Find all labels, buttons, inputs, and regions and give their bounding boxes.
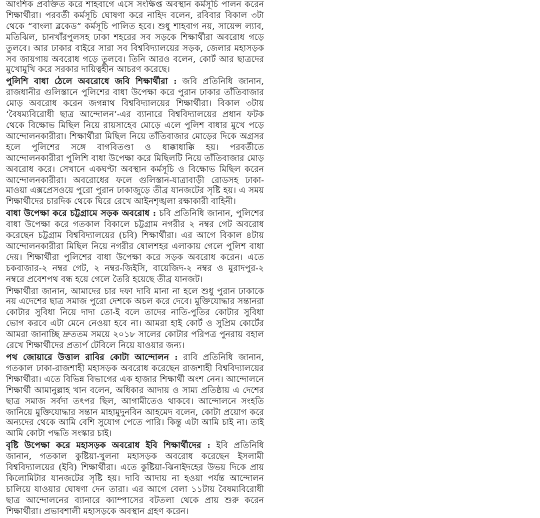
paragraph-lead: বাধা উপেক্ষা করে চট্টগ্রামে সড়ক অবরোধ : (6, 209, 157, 220)
paragraph-body: আংশিক প্রবক্তিত করে শাহবাগে এসে সংক্ষিপ্ত অবস্থান কর্মসূচি পালন করেন শিক্ষার্থীরা। পরবর্তী কর্মসূচি ঘোষণা করে নাহিদ বলেন, রবিবার বিকাল ৩টা থেকে “বাংলা ব্লকেড” কর্মসূচি পালিত হবে। শুধু শাহবাগ নয়, সায়েন্স ল্যাব, মতিঝিল, চানখাঁরপুলসহ ঢাকা শহরের সব সড়কে শিক্ষার্থীরা অবরোধ গড়ে তুলবে। আর ঢাকার বাইরে সারা সব বিশ্ববিদ্যালয়ের সড়ক, জেলার মহাসড়ক সব জায়গায় অবরোধ গড়ে তুলবে। তিনি আরও বলেন, কোর্ট আর ছাত্রদের মুখোমুখি করে সরকার দায়িত্বহীন আচরণ করেছে। (6, 0, 264, 76)
paragraph-body: রাবি প্রতিনিধি জানান, গতকাল ঢাকা-রাজশাহী মহাসড়ক অবরোধ করেছেন রাজশাহী বিশ্ববিদ্যালয়ের শিক্ষার্থীরা। এতে বিভিন্ন বিভাগের এক হাজার শিক্ষার্থী অংশ নেন। আন্দোলনে শিক্ষার্থী আমানুল্লাহ খান বলেন, অধিকার আদায় ও সাম্য প্রতিষ্ঠায় এ দেশের ছাত্র সমাজ সর্বদা তৎপর ছিল, আগামীতেও থাকবে। আন্দোলনে সংহতি জানিয়ে মুক্তিযোদ্ধার সন্তান মাহামুদুনবিন আহমেদ বলেন, কোটা প্রয়োগ করে অন্যদের থেকে আমি বেশি সুযোগ পেতে পারি। কিন্তু এটা আমি চাই না। তাই আমি কোটা পদ্ধতি সংস্কার চাই। (6, 353, 264, 440)
paragraph-body: শিক্ষার্থীরা জানান, আমাদের চার দফা দাবি মানা না হলে শুধু পুরান ঢাকাকে নয় এদেশের ছাত্র সমাজ পুরো দেশকে অচল করে দেবে। মুক্তিযোদ্ধার সন্তানরা কোটার সুবিধা নিয়ে দাদা তো-ই বলে তাদের নাতি-পুতির কোটার সুবিধা ভোগ করবে এটা মেনে নেওয়া হবে না। আমরা হাই কোর্ট ও সুপ্রিম কোর্টের আমরা জানাচ্ছি দ্রুততম সময়ে ২০১৮ সালের কোটার পরিপত্র পুনরায় বহাল রেখে শিক্ষার্থীদের প্রত্যর্প টেবিলে নিয়ে যাওয়ার জন্য। (6, 286, 264, 352)
paragraph-body: চবি প্রতিনিধি জানান, পুলিশের বাধা উপেক্ষা করে গতকাল বিকালে চট্টগ্রাম নগরীর ২ নম্বর গেট অবরোধ করেছেন চট্টগ্রাম বিশ্ববিদ্যালয়ের (চবি) শিক্ষার্থীরা। এর আগে বিকাল ৪টায় আন্দোলনকারীরা মিছিল নিয়ে নগরীর ষোলশহর এলাকায় গেলে পুলিশ বাধা দেয়। শিক্ষার্থীরা পুলিশের বাধা উপেক্ষা করে সড়ক অবরোধ করেন। এতে চকবাজার-২ নম্বর গেট, ২ নম্বর-জিইসি, বায়েজিদ-২ নম্বর ও মুরাদপুর-২ নম্বরে প্রবেশপথ বন্ধ হয়ে গেলে তৈরি হয়েছে তীব্র যানজট। (6, 209, 264, 285)
paragraph-jagannath (6, 77, 264, 208)
paragraph-lead: পথ জোয়ারে উত্তাল রাবির কোটা আন্দোলন : (6, 353, 178, 363)
article-column (6, 0, 264, 517)
paragraph-islamic-university (6, 441, 264, 517)
paragraph-students-demand (6, 287, 264, 352)
paragraph-lead: পুলিশি বাধা ঠেলে অবরোধে জবি শিক্ষার্থীরা : (6, 77, 177, 88)
paragraph-rajshahi (6, 353, 264, 440)
paragraph-body: জবি প্রতিনিধি জানান, রাজধানীর গুলিস্তানে পুলিশের বাধা উপেক্ষা করে পুরান ঢাকার তাঁতিবাজার মোড় অবরোধ করেন জগন্নাথ বিশ্ববিদ্যালয়ের শিক্ষার্থীরা। বিকাল ৩টায় ‘বৈষম্যবিরোধী ছাত্র আন্দোলন’-এর ব্যানারে বিশ্ববিদ্যালয়ের প্রধান ফটক থেকে বিক্ষোভ মিছিল নিয়ে রায়সাহেব মোড়ে এলে পুলিশ বাধার মুখে পড়ে আন্দোলনকারীরা। শিক্ষার্থীরা মিছিল নিয়ে তাঁতিবাজার মোড়ের দিকে অগ্রসর হলে পুলিশের সঙ্গে বাগবিতণ্ডা ও ধাক্কাধাক্কি হয়। পরবর্তীতে আন্দোলনকারীরা পুলিশি বাধা উপেক্ষা করে মিছিলটি নিয়ে তাঁতিবাজার মোড় অবরোধ করে। সেখানে একঘণ্টা অবস্থান কর্মসূচি ও বিক্ষোভ মিছিল করেন আন্দোলনকারীরা। অবরোধের ফলে গুলিস্তান-যাত্রাবাড়ী রোডসহ ঢাকা-মাওয়া এক্সপ্রেসওয়ে পুরো পুরান ঢাকাজুড়ে তীব্র যানজটের সৃষ্টি হয়। এ সময় শিক্ষার্থীদের চারদিক থেকে ঘিরে রেখে আইনশৃঙ্খলা রক্ষাকারী বাহিনী। (6, 77, 264, 208)
paragraph-shahbag (6, 0, 264, 76)
paragraph-body: ইবি প্রতিনিধি জানান, গতকাল কুষ্টিয়া-খুলনা মহাসড়ক অবরোধ করেছেন ইসলামী বিশ্ববিদ্যালয়ের (ইবি) শিক্ষার্থীরা। এতে কুষ্টিয়া-ঝিনাইদহের উভয় দিকে প্রায় কিলোমিটার যানজটের সৃষ্টি হয়। দাবি আদায় না হওয়া পর্যন্ত আন্দোলন চালিয়ে যাওয়ার ঘোষণা দেন তারা। এর আগে বেলা ১১টায় বৈষম্যবিরোধী ছাত্র আন্দোলনের ব্যানারে ক্যাম্পাসের বটতলা থেকে প্রায় শুরু করেন শিক্ষার্থীরা। প্রভাবশালী মহাসড়কে অবস্থান গ্রহণ করেন। (6, 441, 264, 517)
blank-area (270, 0, 540, 440)
paragraph-chattogram (6, 209, 264, 285)
paragraph-lead: বৃষ্টি উপেক্ষা করে মহাসড়ক অবরোধ ইবি শিক্ষার্থীদের : (6, 441, 211, 452)
